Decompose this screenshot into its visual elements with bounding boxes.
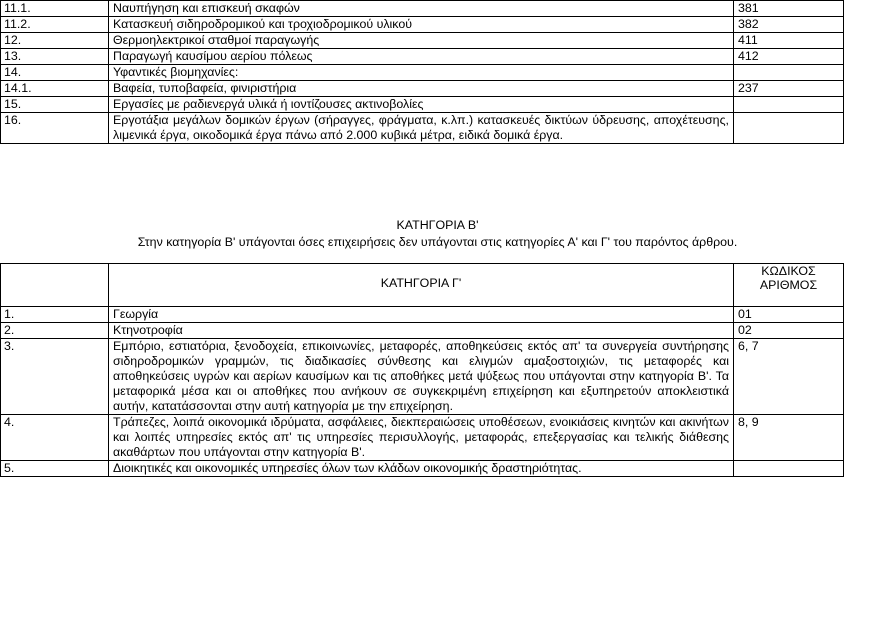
row-description: Διοικητικές και οικονομικές υπηρεσίες όλων των κλάδων οικονομικής δραστηριότητας. <box>109 461 734 477</box>
table-row <box>1 323 844 339</box>
row-code <box>734 65 844 81</box>
row-number: 14. <box>1 65 109 81</box>
row-code <box>734 113 844 144</box>
code-header-line2: ΑΡΙΘΜΟΣ <box>759 278 818 292</box>
row-description: Εμπόριο, εστιατόρια, ξενοδοχεία, επικοινωνίες, μεταφορές, αποθηκεύσεις εκτός απ' τα συνεργεία συντήρησης σιδηροδρομικών γραμμών, τις διαδικασίες σύνθεσης και ελιγμών αμαξοστοιχιών, τις μεταφορές και αποθηκεύσεις υγρών και αερίων καυσίμων και τις αποθήκες μετά ψύξεως που υπάγονται στην κατηγορία Β'. Τα μεταφορικά μέσα και οι αποθήκες που ανήκουν σε συγκεκριμένη επιχείρηση και εξυπηρετούν αποκλειστικά αυτήν, κατατάσσονται στην αυτή κατηγορία με την επιχείρηση. <box>109 339 734 415</box>
row-code: 01 <box>734 307 844 323</box>
table-row <box>1 307 844 323</box>
table-row <box>1 1 844 17</box>
row-code <box>734 97 844 113</box>
row-description: Κατασκευή σιδηροδρομικού και τροχιοδρομικού υλικού <box>109 17 734 33</box>
category-b-title: ΚΑΤΗΓΟΡΙΑ Β' <box>396 218 479 232</box>
row-number: 3. <box>1 339 109 415</box>
table-row <box>1 17 844 33</box>
row-description: Εργοτάξια μεγάλων δομικών έργων (σήραγγες, φράγματα, κ.λπ.) κατασκευές δικτύων ύδρευσης, αποχέτευσης, λιμενικά έργα, οικοδομικά έργα πάνω από 2.000 κυβικά μέτρα, ειδικά δομικά έργα. <box>109 113 734 144</box>
code-header-line1: ΚΩΔΙΚΟΣ <box>761 264 816 278</box>
row-description: Υφαντικές βιομηχανίες: <box>109 65 734 81</box>
row-number: 12. <box>1 33 109 49</box>
category-a-table <box>0 0 844 144</box>
category-b-section <box>0 217 875 251</box>
row-code: 237 <box>734 81 844 97</box>
header-number-cell <box>1 264 109 307</box>
row-number: 13. <box>1 49 109 65</box>
table-row <box>1 415 844 461</box>
row-description: Βαφεία, τυποβαφεία, φινιριστήρια <box>109 81 734 97</box>
row-number: 11.1. <box>1 1 109 17</box>
table-row <box>1 461 844 477</box>
row-code: 382 <box>734 17 844 33</box>
row-number: 2. <box>1 323 109 339</box>
row-description: Θερμοηλεκτρικοί σταθμοί παραγωγής <box>109 33 734 49</box>
row-code <box>734 461 844 477</box>
row-number: 14.1. <box>1 81 109 97</box>
row-code: 8, 9 <box>734 415 844 461</box>
category-c-table <box>0 263 844 477</box>
row-code: 02 <box>734 323 844 339</box>
row-code: 6, 7 <box>734 339 844 415</box>
table-row <box>1 33 844 49</box>
table-row <box>1 49 844 65</box>
category-a-table-body <box>1 1 844 144</box>
category-c-title: ΚΑΤΗΓΟΡΙΑ Γ' <box>109 264 734 307</box>
row-description: Γεωργία <box>109 307 734 323</box>
row-description: Παραγωγή καυσίμου αερίου πόλεως <box>109 49 734 65</box>
table-row <box>1 339 844 415</box>
category-b-text: Στην κατηγορία Β' υπάγονται όσες επιχειρήσεις δεν υπάγονται στις κατηγορίες Α' και Γ' του παρόντος άρθρου. <box>137 235 738 249</box>
row-number: 16. <box>1 113 109 144</box>
row-description: Τράπεζες, λοιπά οικονομικά ιδρύματα, ασφάλειες, διεκπεραιώσεις υποθέσεων, ενοικιάσεις κινητών και ακινήτων και λοιπές υπηρεσίες εκτός απ' τις υπηρεσίες περισυλλογής, μεταφοράς, επεξεργασίας και τελικής διάθεσης ακαθάρτων που υπάγονται στην κατηγορία Β'. <box>109 415 734 461</box>
row-code: 411 <box>734 33 844 49</box>
row-description: Κτηνοτροφία <box>109 323 734 339</box>
table-row <box>1 97 844 113</box>
code-number-header <box>734 264 844 307</box>
row-number: 5. <box>1 461 109 477</box>
row-number: 4. <box>1 415 109 461</box>
category-c-table-body <box>1 307 844 477</box>
table-row <box>1 81 844 97</box>
row-code: 381 <box>734 1 844 17</box>
row-number: 15. <box>1 97 109 113</box>
table-row <box>1 113 844 144</box>
row-number: 11.2. <box>1 17 109 33</box>
table-row <box>1 65 844 81</box>
row-description: Ναυπήγηση και επισκευή σκαφών <box>109 1 734 17</box>
category-c-header-row <box>1 264 844 307</box>
row-number: 1. <box>1 307 109 323</box>
row-description: Εργασίες με ραδιενεργά υλικά ή ιοντίζουσες ακτινοβολίες <box>109 97 734 113</box>
row-code: 412 <box>734 49 844 65</box>
